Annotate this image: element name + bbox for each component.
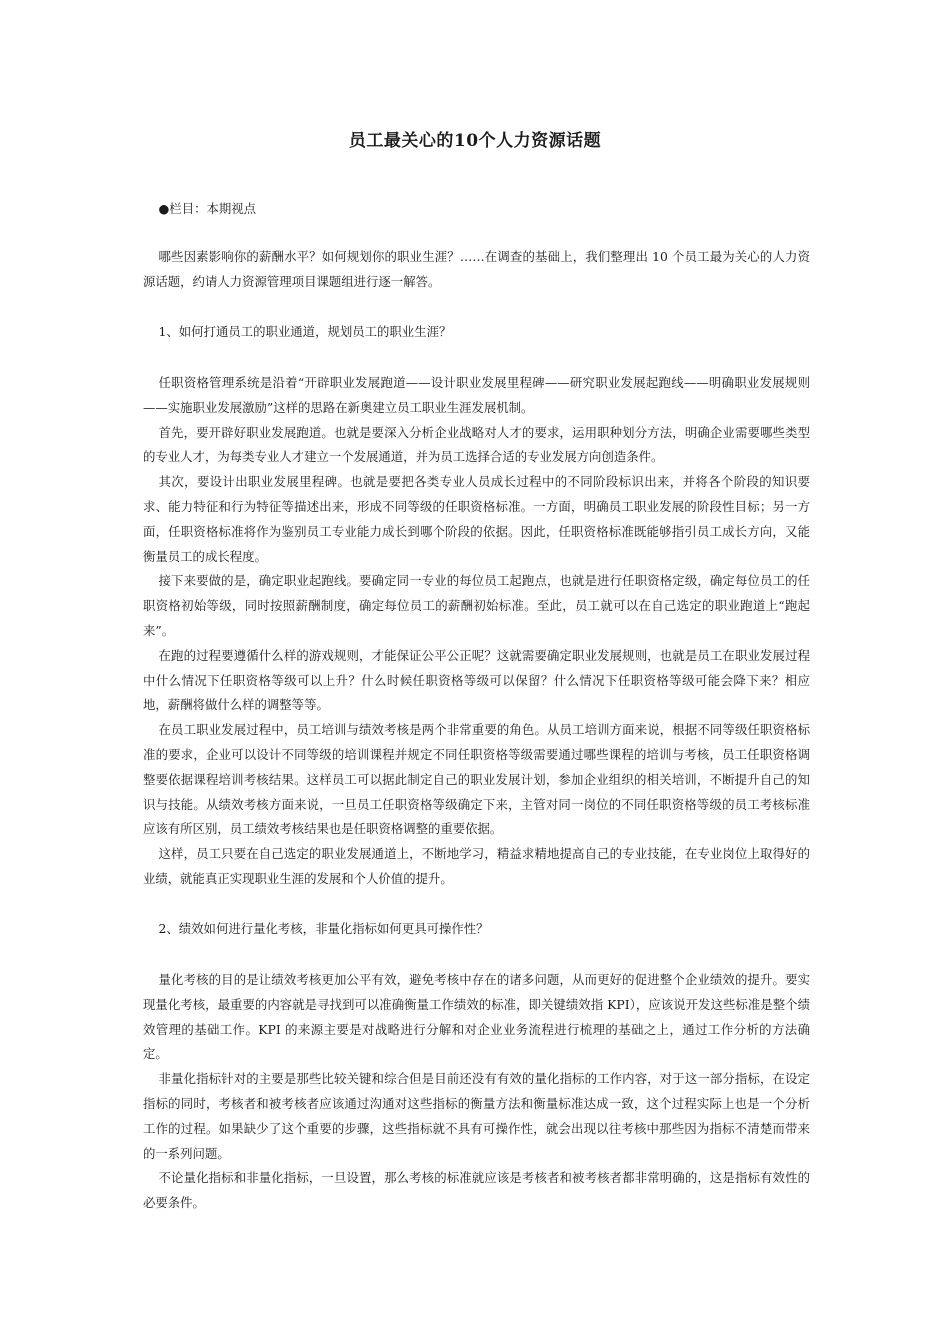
paragraph: 非量化指标针对的主要是那些比较关键和综合但是目前还没有有效的量化指标的工作内容，对于这一部分指标，在设定指标的同时，考核者和被考核者应该通过沟通对这些指标的衡量方法和衡量标准达成一致，这个过程实际上也是一个分析工作的过程。如果缺少了这个重要的步骤，这些指标就不具有可操作性，就会出现以往考核中那些因为指标不清楚而带来的一系列问题。 <box>143 1071 810 1161</box>
section-heading: 1、如何打通员工的职业通道，规划员工的职业生涯？ <box>158 324 452 339</box>
document-title: 员工最关心的10个人力资源话题 <box>348 131 602 151</box>
column-label <box>143 197 810 222</box>
paragraph: 不论量化指标和非量化指标，一旦设置，那么考核的标准就应该是考核者和被考核者都非常明确的，这是指标有效性的必要条件。 <box>143 1170 810 1211</box>
section-2-heading <box>143 917 810 942</box>
section-2-body <box>143 968 810 1216</box>
section-1-body <box>143 371 810 892</box>
paragraph: 在员工职业发展过程中，员工培训与绩效考核是两个非常重要的角色。从员工培训方面来说，根据不同等级任职资格标准的要求，企业可以设计不同等级的培训课程并规定不同任职资格等级需要通过哪些课程的培训与考核，员工任职资格调整要依据课程培训考核结果。这样员工可以据此制定自己的职业发展计划，参加企业组织的相关培训，不断提升自己的知识与技能。从绩效考核方面来说，一旦员工任职资格等级确定下来，主管对同一岗位的不同任职资格等级的员工考核标准应该有所区别，员工绩效考核结果也是任职资格调整的重要依据。 <box>143 722 810 837</box>
paragraph: 首先，要开辟好职业发展跑道。也就是要深入分析企业战略对人才的要求，运用职种划分方法，明确企业需要哪些类型的专业人才，为每类专业人才建立一个发展通道，并为员工选择合适的专业发展方向创造条件。 <box>143 424 810 465</box>
intro-text: 哪些因素影响你的薪酬水平？如何规划你的职业生涯？……在调查的基础上，我们整理出 10 个员工最为关心的人力资源话题，约请人力资源管理项目课题组进行逐一解答。 <box>143 249 810 289</box>
section-1-heading <box>143 320 810 345</box>
paragraph: 接下来要做的是，确定职业起跑线。要确定同一专业的每位员工起跑点，也就是进行任职资格定级，确定每位员工的任职资格初始等级，同时按照薪酬制度，确定每位员工的薪酬初始标准。至此，员工就可以在自己选定的职业跑道上“跑起来”。 <box>143 573 810 638</box>
paragraph: 这样，员工只要在自己选定的职业发展通道上，不断地学习，精益求精地提高自己的专业技能，在专业岗位上取得好的业绩，就能真正实现职业生涯的发展和个人价值的提升。 <box>143 846 810 886</box>
intro-paragraph <box>143 245 810 295</box>
paragraph: 任职资格管理系统是沿着“开辟职业发展跑道——设计职业发展里程碑——研究职业发展起跑线——明确职业发展规则——实施职业发展激励”这样的思路在新奥建立员工职业生涯发展机制。 <box>143 375 810 415</box>
paragraph: 其次，要设计出职业发展里程碑。也就是要把各类专业人员成长过程中的不同阶段标识出来，并将各个阶段的知识要求、能力特征和行为特征等描述出来，形成不同等级的任职资格标准。一方面，明确员工职业发展的阶段性目标；另一方面，任职资格标准将作为鉴别员工专业能力成长到哪个阶段的依据。因此，任职资格标准既能够指引员工成长方向，又能衡量员工的成长程度。 <box>143 474 810 564</box>
paragraph: 在跑的过程要遵循什么样的游戏规则，才能保证公平公正呢？这就需要确定职业发展规则，也就是员工在职业发展过程中什么情况下任职资格等级可以上升？什么时候任职资格等级可以保留？什么情况下任职资格等级可能会降下来？相应地，薪酬将做什么样的调整等等。 <box>143 647 810 713</box>
section-heading: 2、绩效如何进行量化考核，非量化指标如何更具可操作性？ <box>158 921 489 936</box>
paragraph: 量化考核的目的是让绩效考核更加公平有效，避免考核中存在的诸多问题，从而更好的促进整个企业绩效的提升。要实现量化考核，最重要的内容就是寻找到可以准确衡量工作绩效的标准，即关键绩效指 KPI），应该说开发这些标准是整个绩效管理的基础工作。KPI 的来源主要是对战略进行分解和对企业业务流程进行梳理的基础之上，通过工作分析的方法确定。 <box>143 972 810 1062</box>
column-label-text: ●栏目：本期视点 <box>158 201 257 216</box>
